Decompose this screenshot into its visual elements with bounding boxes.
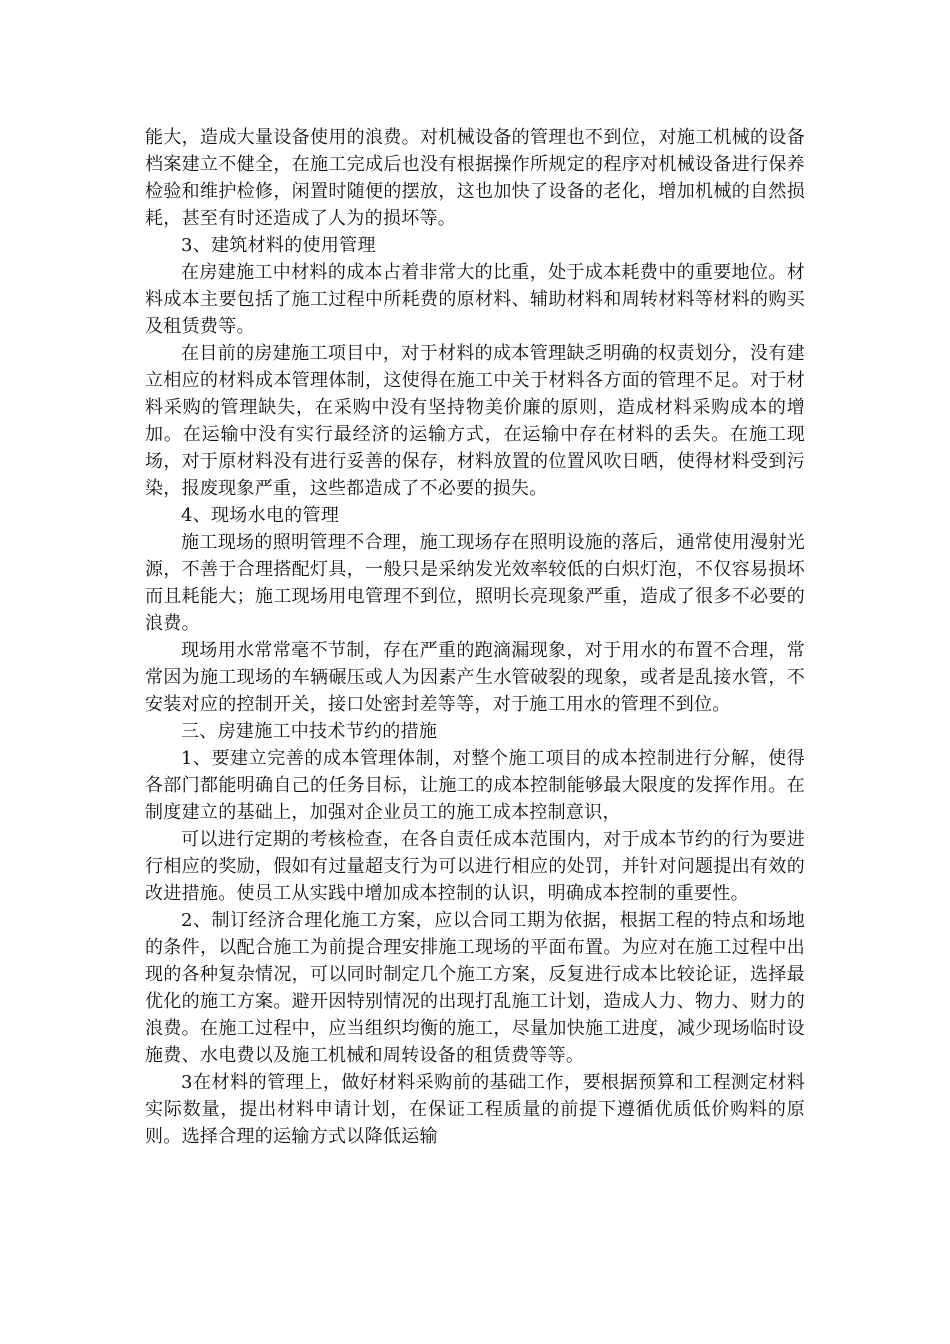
paragraph-9: 1、要建立完善的成本管理体制，对整个施工项目的成本控制进行分解，使得各部门都能明确自己的任务目标，让施工的成本控制能够最大限度的发挥作用。在制度建立的基础上，加强对企业员工的施工成本控制意识， — [145, 748, 805, 823]
paragraph-11: 2、制订经济合理化施工方案，应以合同工期为依据，根据工程的特点和场地的条件，以配合施工为前提合理安排施工现场的平面布置。为应对在施工过程中出现的各种复杂情况，可以同时制定几个施工方案，反复进行成本比较论证，选择最优化的施工方案。避开因特别情况的出现打乱施工计划，造成人力、物力、财力的浪费。在施工过程中，应当组织均衡的施工，尽量加快施工进度，减少现场临时设施费、水电费以及施工机械和周转设备的租赁费等等。 — [145, 910, 805, 1066]
paragraph-6: 施工现场的照明管理不合理，施工现场存在照明设施的落后，通常使用漫射光源，不善于合理搭配灯具，一般只是采纳发光效率较低的白炽灯泡，不仅容易损坏而且耗能大；施工现场用电管理不到位，照明长亮现象严重，造成了很多不必要的浪费。 — [145, 532, 805, 634]
paragraph-4: 在目前的房建施工项目中，对于材料的成本管理缺乏明确的权责划分，没有建立相应的材料成本管理体制，这使得在施工中关于材料各方面的管理不足。对于材料采购的管理缺失，在采购中没有坚持物美价廉的原则，造成材料采购成本的增加。在运输中没有实行最经济的运输方式，在运输中存在材料的丢失。在施工现场，对于原材料没有进行妥善的保存，材料放置的位置风吹日晒，使得材料受到污染，报废现象严重，这些都造成了不必要的损失。 — [145, 343, 805, 499]
paragraph-7: 现场用水常常毫不节制，存在严重的跑滴漏现象，对于用水的布置不合理，常常因为施工现场的车辆碾压或人为因素产生水管破裂的现象，或者是乱接水管，不安装对应的控制开关，接口处密封差等等，对于施工用水的管理不到位。 — [145, 640, 805, 715]
paragraph-12: 3在材料的管理上，做好材料采购前的基础工作，要根据预算和工程测定材料实际数量，提出材料申请计划，在保证工程质量的前提下遵循优质低价购料的原则。选择合理的运输方式以降低运输 — [145, 1072, 805, 1147]
section-heading-building-materials: 3、建筑材料的使用管理 — [181, 235, 376, 256]
paragraph-3: 在房建施工中材料的成本占着非常大的比重，处于成本耗费中的重要地位。材料成本主要包括了施工过程中所耗费的原材料、辅助材料和周转材料等材料的购买及租赁费等。 — [145, 262, 805, 337]
section-heading-technical-saving: 三、房建施工中技术节约的措施 — [181, 721, 438, 742]
paragraph-1: 能大，造成大量设备使用的浪费。对机械设备的管理也不到位，对施工机械的设备档案建立不健全，在施工完成后也没有根据操作所规定的程序对机械设备进行保养检验和维护检修，闲置时随便的摆放，这也加快了设备的老化，增加机械的自然损耗，甚至有时还造成了人为的损坏等。 — [145, 127, 805, 229]
document-body — [145, 124, 805, 1150]
section-heading-water-electricity: 4、现场水电的管理 — [181, 505, 340, 526]
paragraph-10: 可以进行定期的考核检查，在各自责任成本范围内，对于成本节约的行为要进行相应的奖励，假如有过量超支行为可以进行相应的处罚，并针对问题提出有效的改进措施。使员工从实践中增加成本控制的认识，明确成本控制的重要性。 — [145, 829, 805, 904]
